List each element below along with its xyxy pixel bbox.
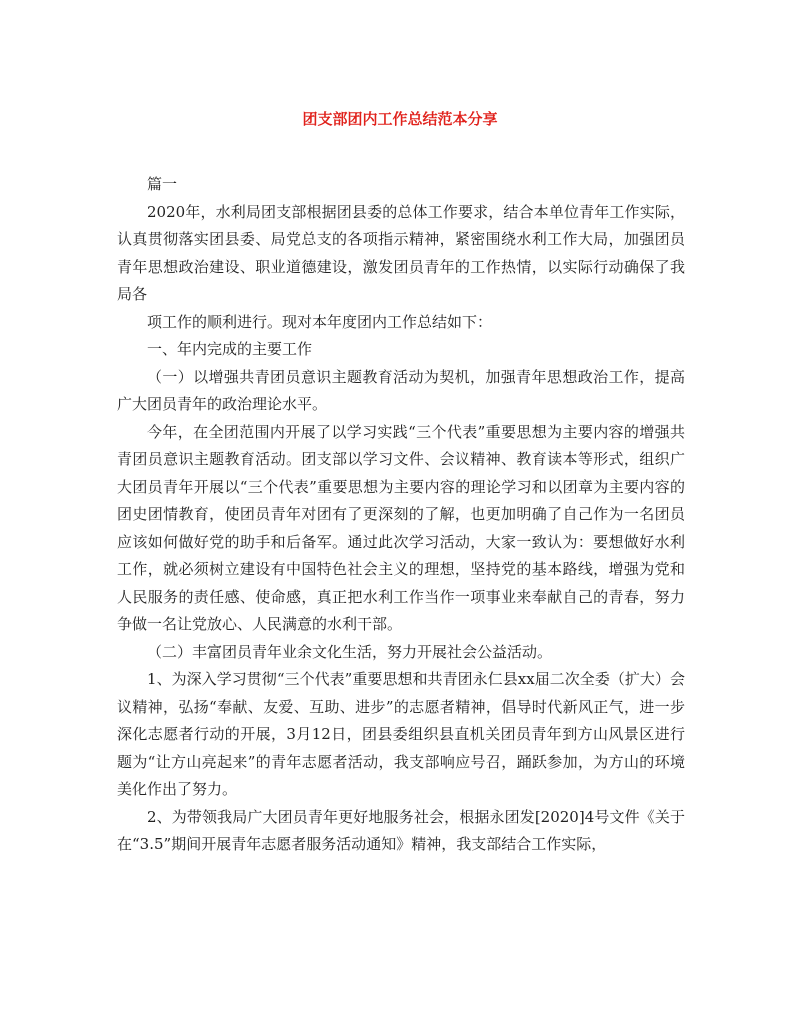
subheading-one: （一）以增强共青团员意识主题教育活动为契机，加强青年思想政治工作，提高广大团员青年的政治理论水平。 bbox=[117, 367, 685, 413]
document-body bbox=[117, 171, 685, 859]
intro-continuation-paragraph: 项工作的顺利进行。现对本年度团内工作总结如下： bbox=[147, 312, 493, 331]
heading-main-work: 一、年内完成的主要工作 bbox=[147, 340, 313, 358]
service-activity-paragraph: 2、为带领我局广大团员青年更好地服务社会，根据永团发[2020]4号文件《关于在“3.5”期间开展青年志愿者服务活动通知》精神，我支部结合工作实际， bbox=[117, 807, 685, 853]
study-activity-paragraph: 今年，在全团范围内开展了以学习实践“三个代表”重要思想为主要内容的增强共青团员意识主题教育活动。团支部以学习文件、会议精神、教育读本等形式，组织广大团员青年开展以“三个代表”重要思想为主要内容的理论学习和以团章为主要内容的团史团情教育，使团员青年对团有了更深刻的了解，也更加明确了自己作为一名团员应该如何做好党的助手和后备军。通过此次学习活动，大家一致认为：要想做好水利工作，就必须树立建设有中国特色社会主义的理想，坚持党的基本路线，增强为党和人民服务的责任感、使命感，真正把水利工作当作一项事业来奉献自己的青春，努力争做一名让党放心、人民满意的水利干部。 bbox=[117, 422, 685, 633]
volunteer-activity-paragraph: 1、为深入学习贯彻“三个代表”重要思想和共青团永仁县xx届二次全委（扩大）会议精神，弘扬“奉献、友爱、互助、进步”的志愿者精神，倡导时代新风正气，进一步深化志愿者行动的开展，3月12日，团县委组织县直机关团员青年到方山风景区进行题为“让方山亮起来”的青年志愿者活动，我支部响应号召，踊跃参加，为方山的环境美化作出了努力。 bbox=[117, 670, 685, 798]
intro-paragraph: 2020年，水利局团支部根据团县委的总体工作要求，结合本单位青年工作实际，认真贯彻落实团县委、局党总支的各项指示精神，紧密围绕水利工作大局，加强团员青年思想政治建设、职业道德建设，激发团员青年的工作热情，以实际行动确保了我局各 bbox=[117, 202, 685, 303]
section-label-paragraph: 篇一 bbox=[147, 175, 178, 193]
document-title: 团支部团内工作总结范本分享 bbox=[302, 110, 498, 128]
subheading-two: （二）丰富团员青年业余文化生活，努力开展社会公益活动。 bbox=[147, 642, 553, 661]
